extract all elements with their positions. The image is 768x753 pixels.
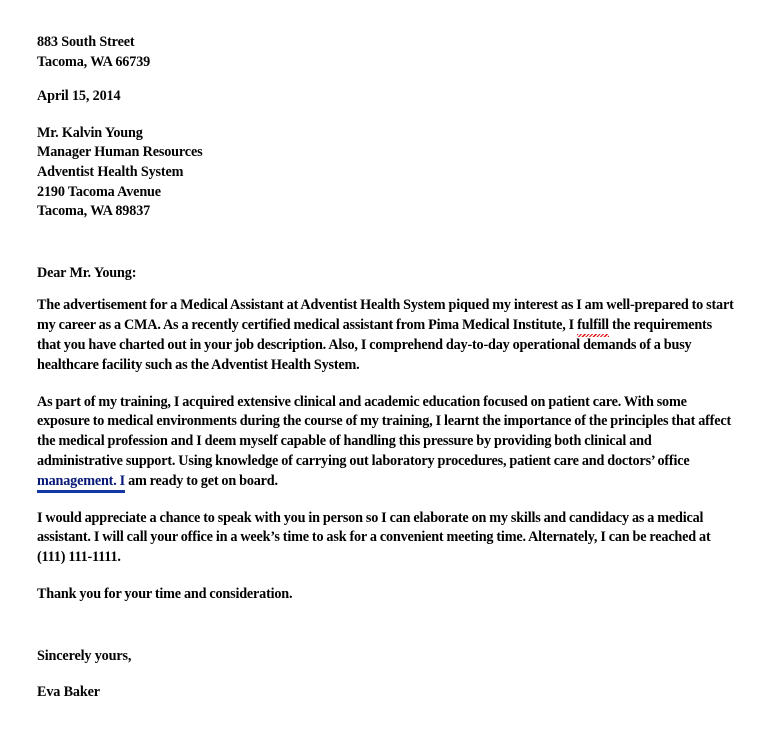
sender-address-block: [37, 33, 737, 72]
recipient-city-state-zip: Tacoma, WA 89837: [37, 203, 151, 220]
sender-city-state-zip: Tacoma, WA 66739: [37, 53, 151, 70]
signature-name: Eva Baker: [37, 684, 100, 701]
paragraph-2-text-before-link: As part of my training, I acquired extensive clinical and academic education focused on patient care. With some exposure to medical environments during the course of my training, I learnt the importance of the principles that affect the medical profession and I deem myself capable of handling this pressure by providing both clinical and administrative support. Using knowledge of carrying out laboratory procedures, patient care and doctors’ office: [37, 393, 731, 469]
closing-thanks-line: Thank you for your time and consideration.: [37, 585, 293, 602]
paragraph-1-text-after-misspelling: the requirements that you have charted out in your job description. Also, I comprehend day-to-day operational demands of a busy healthcare facility such as the Adventist Health System.: [37, 317, 712, 373]
recipient-name: Mr. Kalvin Young: [37, 124, 143, 141]
recipient-street: 2190 Tacoma Avenue: [37, 183, 161, 200]
body-paragraph-3: I would appreciate a chance to speak with you in person so I can elaborate on my skills and candidacy as a medical assistant. I will call your office in a week’s time to ask for a convenient meeting time. Alternately, I can be reached at (111) 111-1111.: [37, 509, 711, 566]
sender-street: 883 South Street: [37, 34, 135, 50]
paragraph-1-text-before-misspelling: The advertisement for a Medical Assistant at Adventist Health System piqued my interest as I am well-prepared to start my career as a CMA. As a recently certified medical assistant from Pima Medical Institute, I: [37, 297, 734, 334]
misspelled-word-fulfill[interactable]: fulfill: [577, 316, 609, 336]
body-paragraph-1: [37, 296, 737, 375]
valediction: Sincerely yours,: [37, 647, 132, 664]
paragraph-2-text-after-link: am ready to get on board.: [125, 472, 278, 489]
salutation: Dear Mr. Young:: [37, 264, 137, 281]
body-paragraph-2: [37, 393, 737, 492]
recipient-address-block: [37, 124, 737, 222]
hyperlink-management[interactable]: management. I: [37, 472, 125, 492]
letter-body: [37, 33, 737, 703]
recipient-company: Adventist Health System: [37, 163, 184, 180]
recipient-title: Manager Human Resources: [37, 144, 203, 161]
letter-date: April 15, 2014: [37, 88, 121, 105]
